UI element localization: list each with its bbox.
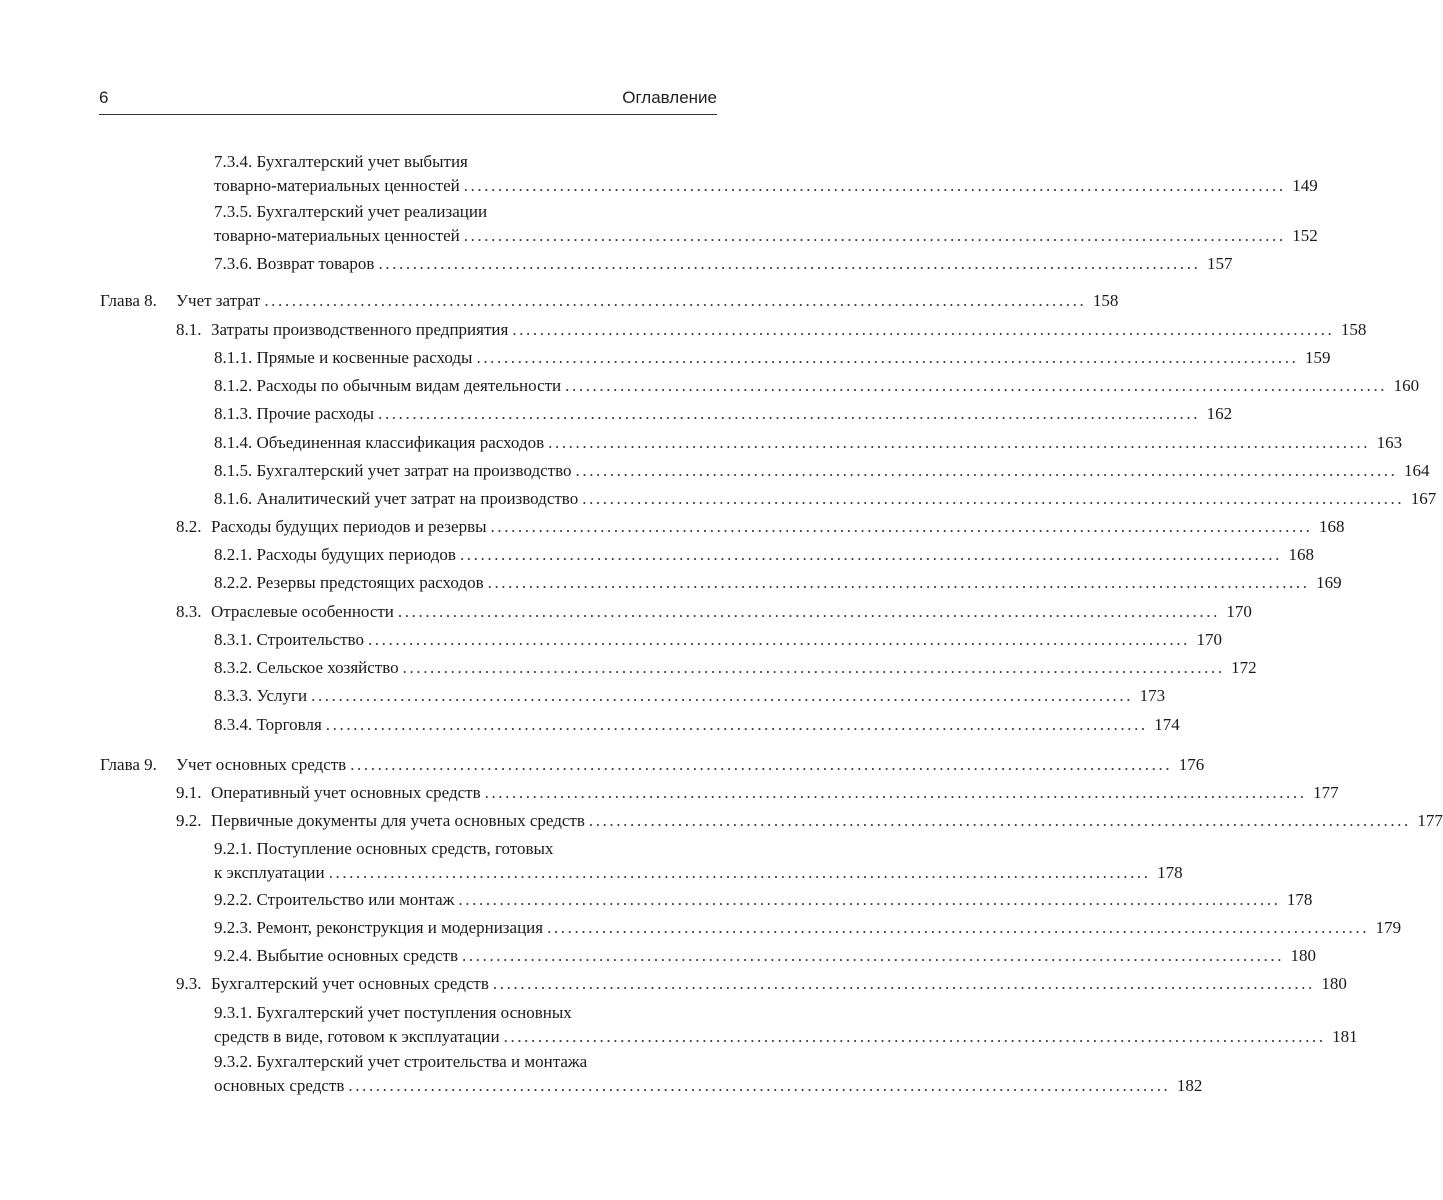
toc-entry-title: 8.1.4. Объединенная классификация расходов — [214, 433, 545, 452]
toc-section[interactable] — [176, 515, 1345, 539]
toc-entry[interactable] — [214, 402, 1233, 426]
leader-dots: ........................................................................................................................ — [397, 602, 1220, 621]
chapter-number: Глава 8. — [100, 291, 157, 310]
toc-entry-title: 8.1.3. Прочие расходы — [214, 404, 375, 423]
toc-page-number: 181 — [1332, 1027, 1358, 1046]
toc-entry-title: 9.2.1. Поступление основных средств, готовых — [214, 839, 554, 858]
leader-dots: ........................................................................................................................ — [492, 974, 1315, 993]
toc-entry-title: Учет основных средств — [176, 755, 347, 774]
toc-entry-title: 8.1.5. Бухгалтерский учет затрат на производство — [214, 461, 572, 480]
toc-entry[interactable] — [214, 1050, 1203, 1098]
toc-entry-title: 8.3.4. Торговля — [214, 715, 322, 734]
leader-dots: ........................................................................................................................ — [503, 1027, 1326, 1046]
toc-page-number: 179 — [1375, 918, 1402, 937]
toc-page-number: 160 — [1393, 376, 1420, 395]
toc-page-number: 170 — [1196, 630, 1222, 649]
toc-section[interactable] — [176, 600, 1252, 624]
leader-dots: ........................................................................................................................ — [367, 630, 1190, 649]
toc-page-number: 178 — [1157, 863, 1183, 882]
toc-entry-title: Оперативный учет основных средств — [211, 783, 481, 802]
toc-entry[interactable] — [214, 684, 1166, 708]
toc-entry[interactable] — [214, 837, 1183, 885]
leader-dots: ........................................................................................................................ — [463, 226, 1286, 245]
running-head: Оглавление — [622, 88, 717, 107]
toc-entry-title: Расходы будущих периодов и резервы — [211, 517, 487, 536]
toc-chapter[interactable] — [100, 753, 1205, 777]
toc-page-number: 168 — [1288, 545, 1314, 564]
toc-entry[interactable] — [214, 431, 1403, 455]
toc-entry-title: 9.3.2. Бухгалтерский учет строительства и монтажа — [214, 1052, 588, 1071]
toc-page-number: 180 — [1321, 974, 1347, 993]
toc-page-number: 168 — [1319, 517, 1345, 536]
leader-dots: ........................................................................................................................ — [325, 715, 1148, 734]
toc-entry[interactable] — [214, 543, 1314, 567]
toc-page-number: 158 — [1092, 291, 1119, 310]
toc-page-number: 158 — [1340, 320, 1367, 339]
toc-entry-title: товарно-материальных ценностей — [214, 226, 460, 245]
leader-dots: ........................................................................................................................ — [575, 461, 1398, 480]
toc-entry-title: 8.3.2. Сельское хозяйство — [214, 658, 399, 677]
toc-entry-title: 7.3.5. Бухгалтерский учет реализации — [214, 202, 488, 221]
toc-entry-title: 9.2.2. Строительство или монтаж — [214, 890, 455, 909]
toc-page-number: 163 — [1376, 433, 1403, 452]
toc-page-number: 172 — [1231, 658, 1257, 677]
toc-page-number: 164 — [1404, 461, 1430, 480]
toc-section[interactable] — [176, 781, 1339, 805]
toc-entry-title: 8.1.6. Аналитический учет затрат на производство — [214, 489, 579, 508]
toc-page-number: 174 — [1154, 715, 1180, 734]
leader-dots: ........................................................................................................................ — [458, 890, 1281, 909]
toc-entry-title: товарно-материальных ценностей — [214, 176, 460, 195]
toc-entry[interactable] — [214, 346, 1331, 370]
toc-entry-title: Отраслевые особенности — [211, 602, 394, 621]
page-number: 6 — [99, 88, 109, 107]
toc-entry-title: 8.1.1. Прямые и косвенные расходы — [214, 348, 473, 367]
toc-entry[interactable] — [214, 374, 1420, 398]
leader-dots: ........................................................................................................................ — [565, 376, 1388, 395]
toc-entry-title: к эксплуатации — [214, 863, 325, 882]
toc-entry[interactable] — [214, 888, 1313, 912]
toc-entry[interactable] — [214, 628, 1222, 652]
leader-dots: ........................................................................................................................ — [402, 658, 1225, 677]
toc-entry-title: основных средств — [214, 1076, 345, 1095]
leader-dots: ........................................................................................................................ — [512, 320, 1335, 339]
toc-entry-title: 8.2.1. Расходы будущих периодов — [214, 545, 456, 564]
toc-entry-title: средств в виде, готовом к эксплуатации — [214, 1027, 500, 1046]
section-number: 8.3. — [176, 602, 202, 621]
leader-dots: ........................................................................................................................ — [547, 918, 1370, 937]
toc-entry-title: 9.2.3. Ремонт, реконструкция и модернизация — [214, 918, 544, 937]
leader-dots: ........................................................................................................................ — [378, 254, 1201, 273]
toc-entry-title: 8.1.2. Расходы по обычным видам деятельности — [214, 376, 562, 395]
toc-entry-title: 7.3.6. Возврат товаров — [214, 254, 375, 273]
toc-entry-title: 7.3.4. Бухгалтерский учет выбытия — [214, 152, 468, 171]
toc-page-number: 173 — [1139, 686, 1166, 705]
section-number: 9.3. — [176, 974, 202, 993]
leader-dots: ........................................................................................................................ — [311, 686, 1134, 705]
toc-page-number: 169 — [1316, 573, 1342, 592]
toc-page-number: 177 — [1313, 783, 1339, 802]
toc-entry-title: Учет затрат — [176, 291, 261, 310]
toc-entry-title: Первичные документы для учета основных средств — [211, 811, 585, 830]
toc-entry[interactable] — [214, 571, 1342, 595]
toc-entry-title: 8.3.1. Строительство — [214, 630, 364, 649]
toc-entry[interactable] — [214, 944, 1317, 968]
leader-dots: ........................................................................................................................ — [463, 176, 1286, 195]
leader-dots: ........................................................................................................................ — [588, 811, 1411, 830]
toc-entry[interactable] — [214, 200, 1318, 248]
toc-chapter[interactable] — [100, 289, 1119, 313]
toc-entry-title: Бухгалтерский учет основных средств — [211, 974, 489, 993]
toc-page-number: 167 — [1410, 489, 1437, 508]
leader-dots: ........................................................................................................................ — [348, 1076, 1171, 1095]
toc-entry[interactable] — [214, 252, 1233, 276]
section-number: 9.2. — [176, 811, 202, 830]
leader-dots: ........................................................................................................................ — [459, 545, 1282, 564]
leader-dots: ........................................................................................................................ — [484, 783, 1307, 802]
leader-dots: ........................................................................................................................ — [264, 291, 1087, 310]
toc-entry-title: 9.2.4. Выбытие основных средств — [214, 946, 459, 965]
leader-dots: ........................................................................................................................ — [350, 755, 1173, 774]
toc-entry-title: Затраты производственного предприятия — [211, 320, 509, 339]
toc-page-number: 176 — [1178, 755, 1205, 774]
toc-page-number: 180 — [1290, 946, 1317, 965]
chapter-number: Глава 9. — [100, 755, 157, 774]
toc-entry[interactable] — [214, 150, 1318, 198]
toc-page-number: 178 — [1286, 890, 1313, 909]
toc-entry-title: 9.3.1. Бухгалтерский учет поступления основных — [214, 1003, 572, 1022]
toc-page-number: 159 — [1304, 348, 1331, 367]
toc-page-number: 170 — [1226, 602, 1252, 621]
toc-entry-title: 8.2.2. Резервы предстоящих расходов — [214, 573, 484, 592]
toc-entry[interactable] — [214, 459, 1430, 483]
toc-page-number: 177 — [1417, 811, 1443, 830]
toc-entry-title: 8.3.3. Услуги — [214, 686, 308, 705]
leader-dots: ........................................................................................................................ — [490, 517, 1313, 536]
toc-section[interactable] — [176, 972, 1347, 996]
leader-dots: ........................................................................................................................ — [378, 404, 1201, 423]
section-number: 8.1. — [176, 320, 202, 339]
toc-entry[interactable] — [214, 916, 1402, 940]
leader-dots: ........................................................................................................................ — [476, 348, 1299, 367]
toc-entry[interactable] — [214, 1001, 1358, 1049]
toc-section[interactable] — [176, 809, 1443, 833]
toc-page-number: 162 — [1206, 404, 1233, 423]
toc-entry[interactable] — [214, 656, 1257, 680]
toc-page-number: 157 — [1206, 254, 1233, 273]
leader-dots: ........................................................................................................................ — [462, 946, 1285, 965]
toc-page-number: 152 — [1292, 226, 1318, 245]
leader-dots: ........................................................................................................................ — [487, 573, 1310, 592]
leader-dots: ........................................................................................................................ — [582, 489, 1405, 508]
toc-section[interactable] — [176, 318, 1367, 342]
leader-dots: ........................................................................................................................ — [548, 433, 1371, 452]
section-number: 9.1. — [176, 783, 202, 802]
toc-page-number: 149 — [1292, 176, 1318, 195]
toc-entry[interactable] — [214, 487, 1437, 511]
toc-entry[interactable] — [214, 713, 1180, 737]
leader-dots: ........................................................................................................................ — [328, 863, 1151, 882]
toc-page-number: 182 — [1176, 1076, 1203, 1095]
section-number: 8.2. — [176, 517, 202, 536]
